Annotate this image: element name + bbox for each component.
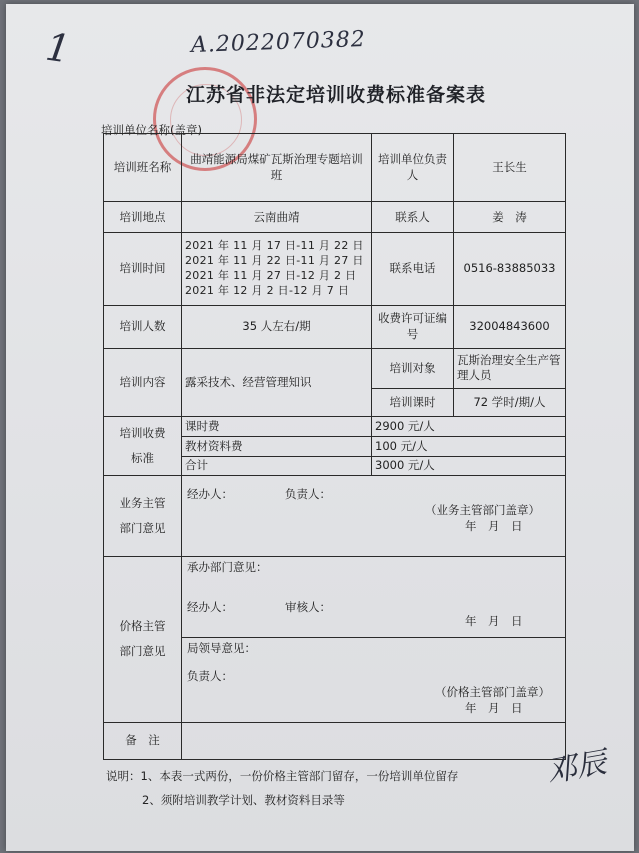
license-value: 32004843600 bbox=[454, 305, 566, 348]
handwritten-code: A.2022070382 bbox=[190, 26, 367, 59]
business-dept-opinion bbox=[182, 476, 566, 557]
time-label: 培训时间 bbox=[104, 233, 182, 305]
remarks-value bbox=[182, 722, 566, 759]
price-date-1: 年 月 日 bbox=[465, 613, 523, 628]
business-date: 年 月 日 bbox=[465, 519, 523, 534]
price-handler-label: 经办人： bbox=[187, 599, 233, 614]
time-period-1: 2021 年 11 月 17 日-11 月 22 日 bbox=[185, 239, 364, 253]
count-value: 35 人左右/期 bbox=[182, 305, 372, 348]
fee-label-line-2: 标准 bbox=[131, 451, 154, 466]
price-date-2: 年 月 日 bbox=[465, 700, 523, 715]
content-label: 培训内容 bbox=[104, 349, 182, 417]
hours-label: 培训课时 bbox=[372, 388, 454, 417]
unit-name-label: 培训单位名称(盖章) bbox=[101, 123, 202, 137]
bureau-opinion-label: 局领导意见： bbox=[187, 640, 256, 655]
fee-item-label: 合计 bbox=[182, 456, 372, 476]
business-handler-label: 经办人： bbox=[187, 487, 233, 502]
document-page bbox=[6, 4, 634, 851]
price-principal-label: 负责人： bbox=[187, 668, 233, 683]
location-label: 培训地点 bbox=[104, 202, 182, 233]
class-name-value: 曲靖能源局煤矿瓦斯治理专题培训班 bbox=[182, 134, 372, 202]
remarks-label: 备 注 bbox=[104, 722, 182, 759]
host-dept-opinion bbox=[182, 557, 566, 638]
note-line-2: 2、须附培训教学计划、教材资料目录等 bbox=[142, 793, 345, 807]
fee-label bbox=[104, 417, 182, 476]
count-label: 培训人数 bbox=[104, 305, 182, 348]
content-value: 露采技术、经营管理知识 bbox=[182, 349, 372, 417]
host-dept-opinion-label: 承办部门意见： bbox=[187, 559, 268, 574]
license-label: 收费许可证编号 bbox=[372, 305, 454, 348]
fee-item-value: 100 元/人 bbox=[372, 437, 566, 457]
price-reviewer-label: 审核人： bbox=[285, 599, 331, 614]
fee-item-value: 2900 元/人 bbox=[372, 417, 566, 437]
time-period-3: 2021 年 11 月 27 日-12 月 2 日 bbox=[185, 269, 357, 283]
phone-label: 联系电话 bbox=[372, 233, 454, 305]
hours-value: 72 学时/期/人 bbox=[454, 388, 566, 417]
fee-item-value: 3000 元/人 bbox=[372, 456, 566, 476]
handwritten-mark: 1 bbox=[43, 24, 74, 72]
person-in-charge-label: 培训单位负责人 bbox=[372, 134, 454, 202]
fee-label-line-1: 培训收费 bbox=[119, 425, 166, 440]
fee-item-label: 教材资料费 bbox=[182, 437, 372, 457]
time-values bbox=[182, 233, 372, 305]
note-line-1: 说明：1、本表一式两份，一份价格主管部门留存，一份培训单位留存 bbox=[106, 769, 459, 783]
form-title: 江苏省非法定培训收费标准备案表 bbox=[186, 84, 487, 106]
handwritten-signature: 邓辰 bbox=[544, 745, 610, 790]
price-dept-label: 价格主管 部门意见 bbox=[104, 557, 182, 723]
person-in-charge-value: 王长生 bbox=[454, 134, 566, 202]
filing-form-table bbox=[103, 133, 566, 760]
target-label: 培训对象 bbox=[372, 349, 454, 388]
business-principal-label: 负责人： bbox=[285, 487, 331, 502]
location-value: 云南曲靖 bbox=[182, 202, 372, 233]
target-value: 瓦斯治理安全生产管理人员 bbox=[454, 349, 566, 388]
phone-value: 0516-83885033 bbox=[454, 233, 566, 305]
business-seal-label: （业务主管部门盖章） bbox=[425, 503, 540, 518]
bureau-opinion bbox=[182, 637, 566, 722]
time-period-2: 2021 年 11 月 22 日-11 月 27 日 bbox=[185, 254, 364, 268]
business-dept-label: 业务主管 部门意见 bbox=[104, 476, 182, 557]
class-name-label: 培训班名称 bbox=[104, 134, 182, 202]
time-period-4: 2021 年 12 月 2 日-12 月 7 日 bbox=[185, 283, 350, 297]
price-seal-label: （价格主管部门盖章） bbox=[435, 684, 550, 699]
contact-value: 姜 涛 bbox=[454, 202, 566, 233]
contact-label: 联系人 bbox=[372, 202, 454, 233]
fee-item-label: 课时费 bbox=[182, 417, 372, 437]
